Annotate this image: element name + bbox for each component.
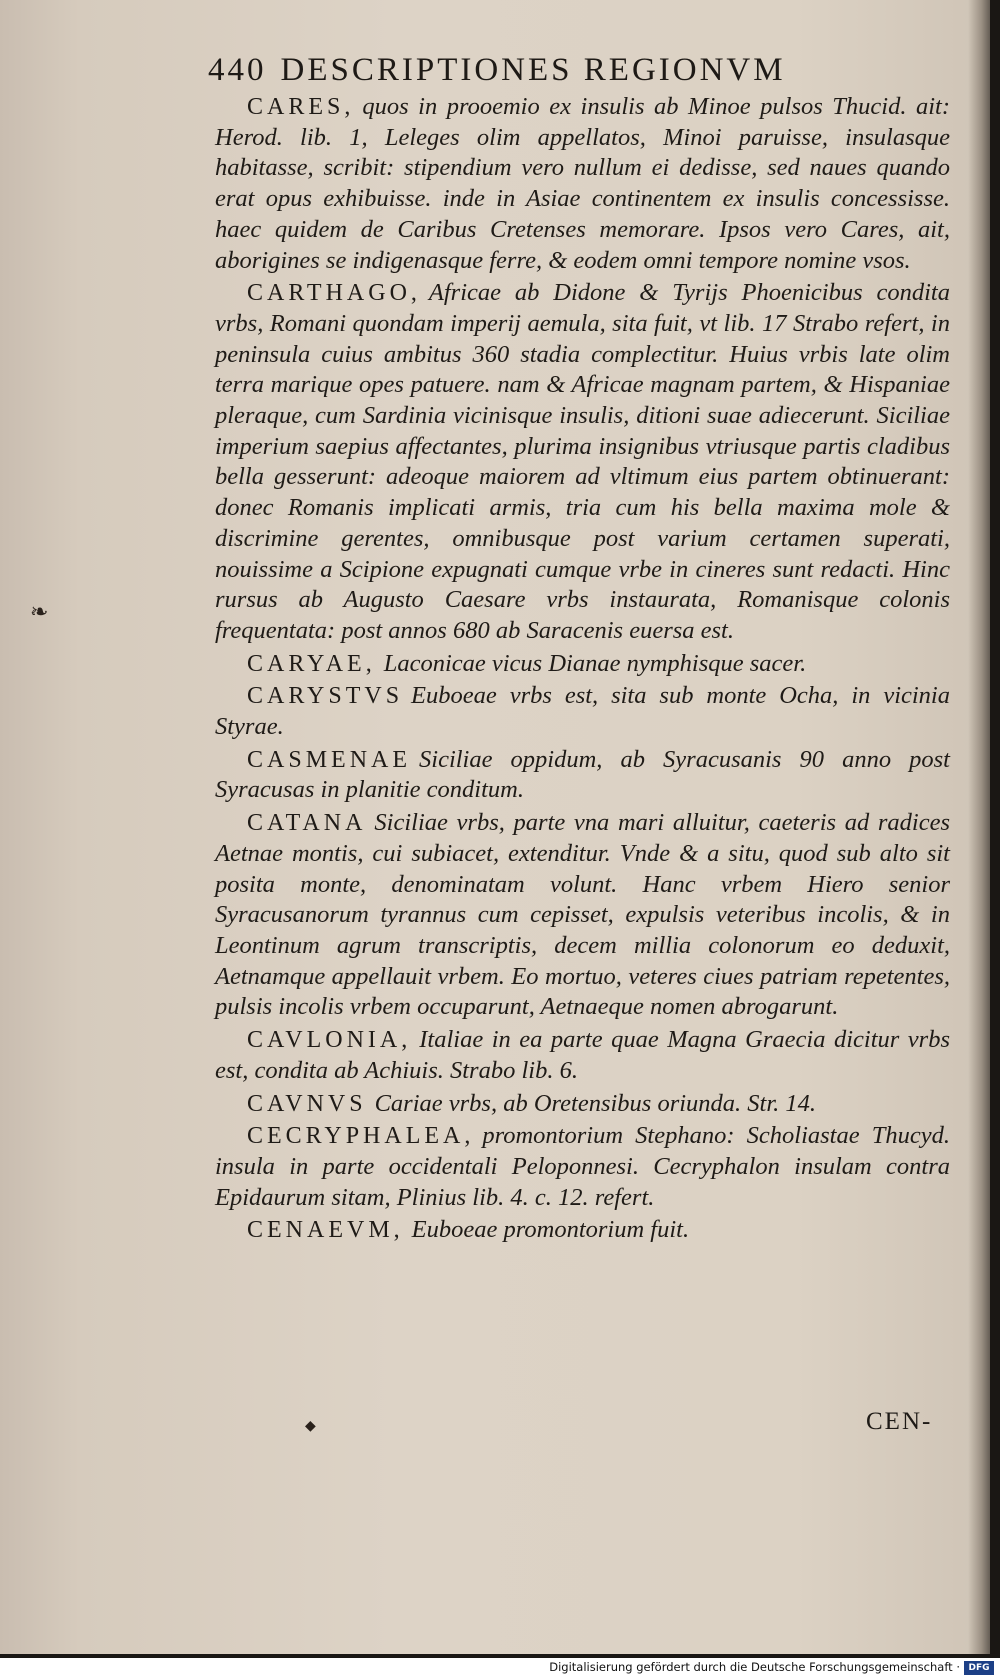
entry-headword: CECRYPHALEA, <box>247 1123 475 1150</box>
entry-text: Siciliae vrbs, parte vna mari alluitur, caeteris ad radices Aetnae montis, cui subiacet, extenditur. Vnde & a situ, quod sub alto sit posita monte, denominatam volunt. Hanc vrbem Hiero senior Syracusanorum tyrannus cum cepisset, expulsis veteribus incolis, & in Leontinum agrum transcriptis, decem millia colonorum eo deduxit, Aetnamque appellauit vrbem. Eo mortuo, veteres ciues patriam repetentes, pulsis incolis vrbem occuparunt, Aetnaeque nomen abrogarunt. <box>215 809 950 1021</box>
entry-headword: CAVNVS <box>247 1090 367 1117</box>
ink-dot-icon: ◆ <box>305 1418 316 1434</box>
entry-caunus <box>215 1089 950 1120</box>
entry-text: promontorium Stephano: Scholiastae Thucyd. insula in parte occidentali Peloponnesi. Cecryphalon insulam contra Epidaurum sitam, Plinius lib. 4. c. 12. refert. <box>215 1122 950 1211</box>
entry-text: quos in prooemio ex insulis ab Minoe pulsos Thucid. ait: Herod. lib. 1, Leleges olim appellatos, Minoi paruisse, insulasque habitasse, scribit: stipendium vero nullum ei dedisse, sed naues quando erat opus exhibuisse. inde in Asiae continentem ex insulis concessisse. haec quidem de Caribus Cretenses memorare. Ipsos vero Cares, ait, aborigines se indigenasque ferre, & eodem omni tempore nomine vsos. <box>215 93 950 274</box>
entry-headword: CAVLONIA, <box>247 1027 412 1054</box>
entry-headword: CARYAE, <box>247 650 376 677</box>
entry-text: Italiae in ea parte quae Magna Graecia dicitur vrbs est, condita ab Achiuis. Strabo lib. 6. <box>215 1026 950 1084</box>
entry-carthago <box>215 278 950 646</box>
entry-cecryphalea <box>215 1121 950 1213</box>
entry-headword: CARTHAGO, <box>247 280 421 307</box>
margin-mark-icon: ❧ <box>30 600 49 625</box>
entry-cares <box>215 92 950 276</box>
entry-catana <box>215 808 950 1023</box>
entry-caulonia <box>215 1025 950 1086</box>
catchword: CEN- <box>866 1408 933 1435</box>
running-head <box>208 52 908 92</box>
entry-cenaeum <box>215 1215 950 1246</box>
entry-headword: CASMENAE <box>247 746 412 773</box>
footer-bar <box>0 1658 1000 1679</box>
entry-text: Cariae vrbs, ab Oretensibus oriunda. Str. 14. <box>374 1089 817 1117</box>
entry-caryae <box>215 649 950 680</box>
entry-text: Africae ab Didone & Tyrijs Phoenicibus condita vrbs, Romani quondam imperij aemula, sita fuit, vt lib. 17 Strabo refert, in peninsula cuius ambitus 360 stadia complectitur. Huius vrbis late olim terra marique opes patuere. nam & Africae magnam partem, & Hispaniae pleraque, cum Sardinia vicinisque insulis, ditioni suae adiecerunt. Siciliae imperium saepius affectantes, plurima insignibus vtriusque partis cladibus bella gesserunt: adeoque maiorem ad vltimum eius partem obtinuerant: donec Romanis implicati armis, tria cum his bella maxima mole & discrimine gerentes, omnibusque post varium certamen superati, nouissime a Scipione expugnati cumque vrbe in cineres sunt redacti. Hinc rursus ab Augusto Caesare vrbs instaurata, Romanisque colonis frequentata: post annos 680 ab Saracenis euersa est. <box>215 279 950 644</box>
page-edge-shadow <box>968 0 990 1654</box>
entry-text: Euboeae vrbs est, sita sub monte Ocha, in vicinia Styrae. <box>215 682 950 741</box>
entry-headword: CATANA <box>247 810 367 837</box>
entry-text: Siciliae oppidum, ab Syracusanis 90 anno post Syracusas in planitie conditum. <box>215 745 950 804</box>
entry-text: Euboeae promontorium fuit. <box>411 1216 690 1244</box>
entry-carystus <box>215 681 950 742</box>
entry-text: Laconicae vicus Dianae nymphisque sacer. <box>383 649 807 677</box>
dfg-logo-icon: DFG <box>964 1661 994 1675</box>
footer-credit: Digitalisierung gefördert durch die Deutsche Forschungsgemeinschaft · <box>549 1660 960 1674</box>
body-text <box>215 92 950 1248</box>
entry-casmenae <box>215 745 950 806</box>
running-title: DESCRIPTIONES REGIONVM <box>280 52 786 88</box>
entry-headword: CARYSTVS <box>247 683 404 710</box>
page-number: 440 <box>208 52 267 88</box>
entry-headword: CENAEVM, <box>247 1217 404 1244</box>
entry-headword: CARES, <box>247 94 355 120</box>
